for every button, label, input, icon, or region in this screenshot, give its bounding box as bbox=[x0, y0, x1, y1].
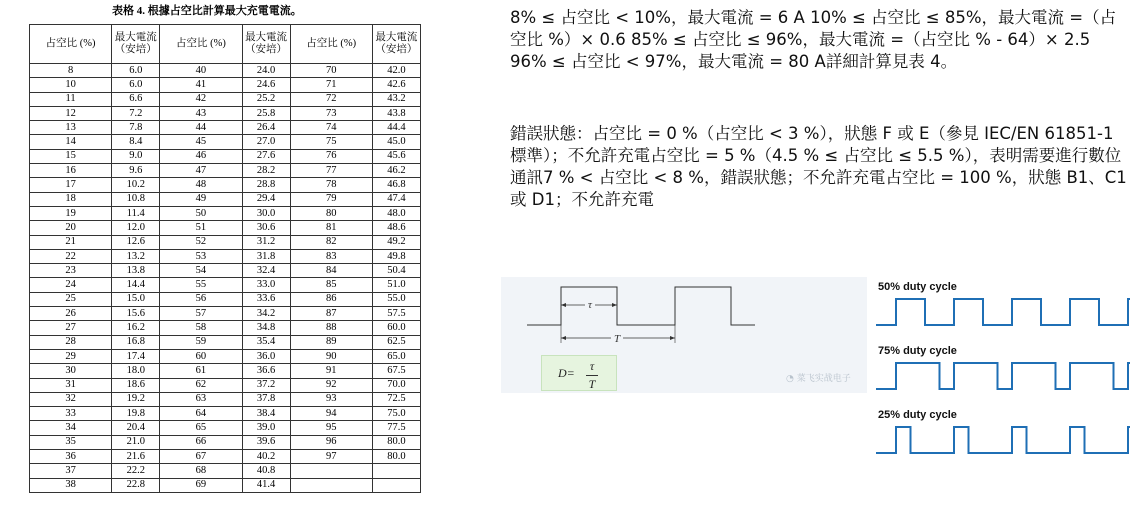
current-cell: 9.6 bbox=[112, 164, 160, 178]
current-cell: 35.4 bbox=[242, 335, 290, 349]
watermark bbox=[786, 371, 851, 384]
duty-cell: 78 bbox=[290, 178, 372, 192]
current-cell: 10.8 bbox=[112, 192, 160, 206]
duty-cell: 37 bbox=[30, 464, 112, 478]
table-row bbox=[30, 121, 421, 135]
duty-cell: 38 bbox=[30, 478, 112, 492]
duty-cell: 57 bbox=[160, 307, 242, 321]
table-row bbox=[30, 249, 421, 263]
duty-cell: 12 bbox=[30, 106, 112, 120]
duty-cell: 52 bbox=[160, 235, 242, 249]
duty-cell: 46 bbox=[160, 149, 242, 163]
duty-cell: 25 bbox=[30, 292, 112, 306]
duty-cell: 63 bbox=[160, 392, 242, 406]
current-cell: 15.0 bbox=[112, 292, 160, 306]
current-cell: 38.4 bbox=[242, 407, 290, 421]
current-cell: 21.0 bbox=[112, 435, 160, 449]
duty-cell: 51 bbox=[160, 221, 242, 235]
current-cell: 51.0 bbox=[372, 278, 420, 292]
table-row bbox=[30, 464, 421, 478]
duty-cell: 30 bbox=[30, 364, 112, 378]
current-cell: 57.5 bbox=[372, 307, 420, 321]
duty-cell: 90 bbox=[290, 349, 372, 363]
duty-cell: 49 bbox=[160, 192, 242, 206]
table-row bbox=[30, 135, 421, 149]
duty-cell: 82 bbox=[290, 235, 372, 249]
duty-cell: 35 bbox=[30, 435, 112, 449]
current-cell: 80.0 bbox=[372, 435, 420, 449]
header-duty-2: 占空比 (%) bbox=[160, 25, 242, 64]
current-cell: 6.0 bbox=[112, 78, 160, 92]
duty-cell: 14 bbox=[30, 135, 112, 149]
duty-cell: 92 bbox=[290, 378, 372, 392]
table-row bbox=[30, 292, 421, 306]
duty-cell: 47 bbox=[160, 164, 242, 178]
table-row bbox=[30, 149, 421, 163]
current-cell: 41.4 bbox=[242, 478, 290, 492]
current-cell: 31.2 bbox=[242, 235, 290, 249]
table-row bbox=[30, 106, 421, 120]
duty-cell: 70 bbox=[290, 64, 372, 78]
duty-cell bbox=[290, 478, 372, 492]
duty-cell: 23 bbox=[30, 264, 112, 278]
current-cell: 24.6 bbox=[242, 78, 290, 92]
current-cell: 33.0 bbox=[242, 278, 290, 292]
current-cell: 49.2 bbox=[372, 235, 420, 249]
current-cell: 19.8 bbox=[112, 407, 160, 421]
formula-denominator: T bbox=[588, 377, 596, 391]
current-cell: 40.2 bbox=[242, 450, 290, 464]
watermark-icon: ◔ bbox=[786, 374, 794, 384]
current-cell: 19.2 bbox=[112, 392, 160, 406]
current-cell: 34.8 bbox=[242, 321, 290, 335]
duty-cell: 60 bbox=[160, 349, 242, 363]
current-cell: 14.4 bbox=[112, 278, 160, 292]
current-cell: 42.6 bbox=[372, 78, 420, 92]
duty-cell: 20 bbox=[30, 221, 112, 235]
formula-fraction bbox=[586, 359, 598, 392]
square-wave-line bbox=[876, 299, 1130, 325]
current-cell: 7.8 bbox=[112, 121, 160, 135]
current-cell: 22.2 bbox=[112, 464, 160, 478]
table-header-row bbox=[30, 25, 421, 64]
duty-cell: 80 bbox=[290, 206, 372, 220]
duty-cell: 34 bbox=[30, 421, 112, 435]
duty-cell: 36 bbox=[30, 450, 112, 464]
table-row bbox=[30, 164, 421, 178]
current-cell: 11.4 bbox=[112, 206, 160, 220]
current-cell: 7.2 bbox=[112, 106, 160, 120]
table-row bbox=[30, 478, 421, 492]
duty-cell: 87 bbox=[290, 307, 372, 321]
period-label: T bbox=[613, 333, 621, 345]
duty-cell: 15 bbox=[30, 149, 112, 163]
current-cell: 18.0 bbox=[112, 364, 160, 378]
table-row bbox=[30, 92, 421, 106]
current-cell: 15.6 bbox=[112, 307, 160, 321]
duty-cell: 32 bbox=[30, 392, 112, 406]
duty-cell: 29 bbox=[30, 349, 112, 363]
current-cell: 32.4 bbox=[242, 264, 290, 278]
error-state-paragraph: 錯誤狀態：占空比 = 0 %（占空比 < 3 %），狀態 F 或 E（參見 IEC/EN 61851-1 標準）；不允許充電占空比 = 5 %（4.5 % ≤ 占空比 ≤ 5.5 %），表明需要進行數位通訊7 % < 占空比 < 8 %，錯誤狀態；不允許充電占空比 = 100 %，狀態 B1、C1 或 D1；不允許充電 bbox=[510, 124, 1127, 209]
duty-cell: 81 bbox=[290, 221, 372, 235]
current-cell: 65.0 bbox=[372, 349, 420, 363]
table-caption: 表格 4. 根據占空比計算最大充電電流。 bbox=[112, 5, 302, 17]
table-row bbox=[30, 364, 421, 378]
duty-cell bbox=[290, 464, 372, 478]
current-cell: 27.6 bbox=[242, 149, 290, 163]
watermark-text: 菜飞实战电子 bbox=[796, 374, 851, 384]
header-current-3: 最大電流（安培） bbox=[372, 25, 420, 64]
current-cell: 22.8 bbox=[112, 478, 160, 492]
header-current-1: 最大電流（安培） bbox=[112, 25, 160, 64]
current-cell: 62.5 bbox=[372, 335, 420, 349]
duty-cell: 96 bbox=[290, 435, 372, 449]
table-row bbox=[30, 307, 421, 321]
duty-cell: 42 bbox=[160, 92, 242, 106]
duty-cell: 67 bbox=[160, 450, 242, 464]
duty-cell: 94 bbox=[290, 407, 372, 421]
table-row bbox=[30, 335, 421, 349]
current-cell: 36.0 bbox=[242, 349, 290, 363]
duty-cell: 77 bbox=[290, 164, 372, 178]
header-duty-3: 占空比 (%) bbox=[290, 25, 372, 64]
duty-formula-box bbox=[541, 355, 617, 391]
current-cell bbox=[372, 464, 420, 478]
table-row bbox=[30, 321, 421, 335]
current-cell: 27.0 bbox=[242, 135, 290, 149]
duty-cell: 88 bbox=[290, 321, 372, 335]
formula-lhs: D= bbox=[558, 366, 575, 380]
table-row bbox=[30, 421, 421, 435]
current-cell: 39.6 bbox=[242, 435, 290, 449]
current-cell: 10.2 bbox=[112, 178, 160, 192]
duty-cell: 24 bbox=[30, 278, 112, 292]
duty-cell: 62 bbox=[160, 378, 242, 392]
current-cell: 46.2 bbox=[372, 164, 420, 178]
current-cell: 16.8 bbox=[112, 335, 160, 349]
current-cell: 8.4 bbox=[112, 135, 160, 149]
duty-cell: 93 bbox=[290, 392, 372, 406]
duty-cell: 65 bbox=[160, 421, 242, 435]
table-row bbox=[30, 178, 421, 192]
current-cell bbox=[372, 478, 420, 492]
duty-cell: 54 bbox=[160, 264, 242, 278]
current-cell: 9.0 bbox=[112, 149, 160, 163]
current-cell: 17.4 bbox=[112, 349, 160, 363]
duty-cell: 8 bbox=[30, 64, 112, 78]
duty-cell: 97 bbox=[290, 450, 372, 464]
duty-cell: 40 bbox=[160, 64, 242, 78]
current-cell: 30.6 bbox=[242, 221, 290, 235]
current-cell: 40.8 bbox=[242, 464, 290, 478]
table-row bbox=[30, 221, 421, 235]
table-row bbox=[30, 435, 421, 449]
duty-cell: 50 bbox=[160, 206, 242, 220]
square-wave-line bbox=[876, 427, 1130, 453]
duty-cycle-current-table bbox=[29, 24, 421, 493]
duty-cell: 19 bbox=[30, 206, 112, 220]
duty-cell: 33 bbox=[30, 407, 112, 421]
duty-cell: 75 bbox=[290, 135, 372, 149]
table-row bbox=[30, 349, 421, 363]
current-cell: 28.2 bbox=[242, 164, 290, 178]
current-cell: 34.2 bbox=[242, 307, 290, 321]
current-cell: 70.0 bbox=[372, 378, 420, 392]
duty-cell: 21 bbox=[30, 235, 112, 249]
duty-cell: 27 bbox=[30, 321, 112, 335]
duty-cell: 53 bbox=[160, 249, 242, 263]
current-cell: 28.8 bbox=[242, 178, 290, 192]
duty-cell: 73 bbox=[290, 106, 372, 120]
current-cell: 30.0 bbox=[242, 206, 290, 220]
duty-cell: 41 bbox=[160, 78, 242, 92]
table-row bbox=[30, 450, 421, 464]
duty-cell: 69 bbox=[160, 478, 242, 492]
wave-label-50: 50% duty cycle bbox=[878, 281, 957, 293]
current-cell: 29.4 bbox=[242, 192, 290, 206]
current-cell: 75.0 bbox=[372, 407, 420, 421]
wave-label-75: 75% duty cycle bbox=[878, 345, 957, 357]
current-cell: 43.2 bbox=[372, 92, 420, 106]
current-cell: 44.4 bbox=[372, 121, 420, 135]
duty-cell: 72 bbox=[290, 92, 372, 106]
square-wave-line bbox=[876, 363, 1130, 389]
current-cell: 24.0 bbox=[242, 64, 290, 78]
header-current-2: 最大電流（安培） bbox=[242, 25, 290, 64]
current-cell: 26.4 bbox=[242, 121, 290, 135]
current-cell: 48.6 bbox=[372, 221, 420, 235]
wave-50-duty bbox=[876, 296, 1132, 328]
duty-cell: 11 bbox=[30, 92, 112, 106]
current-cell: 42.0 bbox=[372, 64, 420, 78]
duty-cell: 16 bbox=[30, 164, 112, 178]
current-cell: 33.6 bbox=[242, 292, 290, 306]
duty-cell: 22 bbox=[30, 249, 112, 263]
duty-cell: 61 bbox=[160, 364, 242, 378]
current-cell: 36.6 bbox=[242, 364, 290, 378]
duty-cell: 68 bbox=[160, 464, 242, 478]
duty-cell: 28 bbox=[30, 335, 112, 349]
current-cell: 25.8 bbox=[242, 106, 290, 120]
duty-cell: 95 bbox=[290, 421, 372, 435]
current-cell: 37.2 bbox=[242, 378, 290, 392]
current-cell: 12.6 bbox=[112, 235, 160, 249]
current-cell: 12.0 bbox=[112, 221, 160, 235]
current-cell: 25.2 bbox=[242, 92, 290, 106]
current-cell: 47.4 bbox=[372, 192, 420, 206]
current-cell: 67.5 bbox=[372, 364, 420, 378]
duty-cell: 64 bbox=[160, 407, 242, 421]
table-row bbox=[30, 235, 421, 249]
current-rule-paragraph: 8% ≤ 占空比 < 10%，最大電流 = 6 A 10% ≤ 占空比 ≤ 85%，最大電流 =（占空比 %）× 0.6 85% ≤ 占空比 ≤ 96%，最大電流 =（占空比 % - 64）× 2.5 96% ≤ 占空比 < 97%，最大電流 = 80 A詳細計算見表 4。 bbox=[510, 8, 1117, 71]
table-row bbox=[30, 206, 421, 220]
wave-25-duty bbox=[876, 424, 1132, 456]
current-cell: 60.0 bbox=[372, 321, 420, 335]
duty-cell: 89 bbox=[290, 335, 372, 349]
current-cell: 77.5 bbox=[372, 421, 420, 435]
duty-cell: 10 bbox=[30, 78, 112, 92]
current-cell: 13.8 bbox=[112, 264, 160, 278]
current-cell: 55.0 bbox=[372, 292, 420, 306]
table-row bbox=[30, 378, 421, 392]
table-row bbox=[30, 78, 421, 92]
duty-cell: 59 bbox=[160, 335, 242, 349]
duty-cell: 56 bbox=[160, 292, 242, 306]
duty-cell: 13 bbox=[30, 121, 112, 135]
table-row bbox=[30, 278, 421, 292]
current-cell: 50.4 bbox=[372, 264, 420, 278]
duty-cell: 43 bbox=[160, 106, 242, 120]
wave-75-duty bbox=[876, 360, 1132, 392]
duty-cell: 58 bbox=[160, 321, 242, 335]
formula-numerator: τ bbox=[589, 359, 595, 373]
current-cell: 43.8 bbox=[372, 106, 420, 120]
duty-cell: 85 bbox=[290, 278, 372, 292]
current-cell: 49.8 bbox=[372, 249, 420, 263]
duty-cell: 48 bbox=[160, 178, 242, 192]
wave-label-25: 25% duty cycle bbox=[878, 409, 957, 421]
current-cell: 80.0 bbox=[372, 450, 420, 464]
duty-cell: 76 bbox=[290, 149, 372, 163]
current-cell: 20.4 bbox=[112, 421, 160, 435]
current-cell: 31.8 bbox=[242, 249, 290, 263]
table-row bbox=[30, 192, 421, 206]
current-cell: 45.6 bbox=[372, 149, 420, 163]
current-cell: 46.8 bbox=[372, 178, 420, 192]
current-cell: 72.5 bbox=[372, 392, 420, 406]
current-cell: 21.6 bbox=[112, 450, 160, 464]
header-duty-1: 占空比 (%) bbox=[30, 25, 112, 64]
duty-cell: 74 bbox=[290, 121, 372, 135]
duty-cell: 26 bbox=[30, 307, 112, 321]
current-cell: 16.2 bbox=[112, 321, 160, 335]
tau-label: τ bbox=[588, 299, 592, 311]
duty-cell: 91 bbox=[290, 364, 372, 378]
current-cell: 48.0 bbox=[372, 206, 420, 220]
current-cell: 6.6 bbox=[112, 92, 160, 106]
current-cell: 13.2 bbox=[112, 249, 160, 263]
table-row bbox=[30, 64, 421, 78]
duty-cell: 66 bbox=[160, 435, 242, 449]
table-row bbox=[30, 264, 421, 278]
current-cell: 39.0 bbox=[242, 421, 290, 435]
current-cell: 45.0 bbox=[372, 135, 420, 149]
duty-cell: 83 bbox=[290, 249, 372, 263]
current-cell: 37.8 bbox=[242, 392, 290, 406]
duty-cell: 18 bbox=[30, 192, 112, 206]
duty-cell: 84 bbox=[290, 264, 372, 278]
current-cell: 18.6 bbox=[112, 378, 160, 392]
table-row bbox=[30, 407, 421, 421]
current-cell: 6.0 bbox=[112, 64, 160, 78]
table-row bbox=[30, 392, 421, 406]
duty-cell: 86 bbox=[290, 292, 372, 306]
duty-cell: 45 bbox=[160, 135, 242, 149]
duty-cell: 71 bbox=[290, 78, 372, 92]
duty-cell: 55 bbox=[160, 278, 242, 292]
duty-cell: 31 bbox=[30, 378, 112, 392]
duty-cell: 79 bbox=[290, 192, 372, 206]
duty-cell: 17 bbox=[30, 178, 112, 192]
duty-cell: 44 bbox=[160, 121, 242, 135]
